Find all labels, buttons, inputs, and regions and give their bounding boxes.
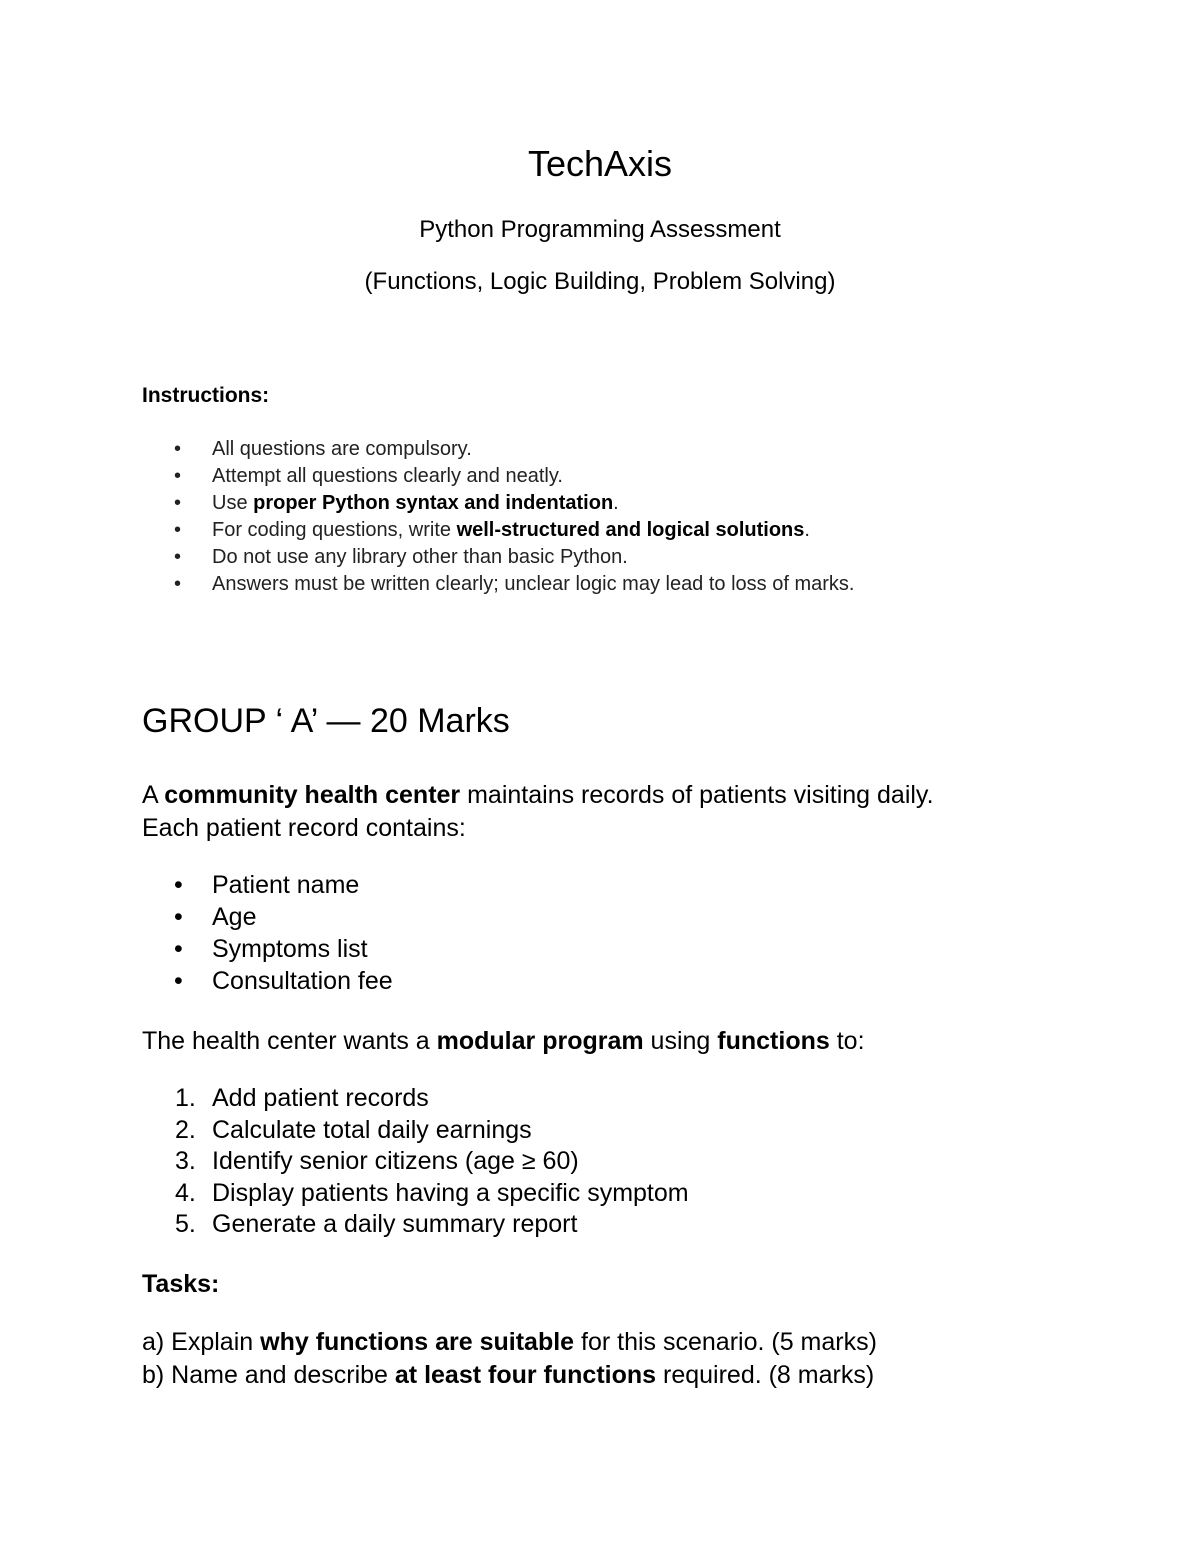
instructions-heading: Instructions: <box>142 384 270 407</box>
record-field-item: • Patient name <box>142 869 393 901</box>
task-item: b) Name and describe at least four functions required. (8 marks) <box>142 1361 875 1389</box>
instruction-item: • Use proper Python syntax and indentation. <box>142 490 854 517</box>
requirement-text: The health center wants a modular program using functions to: <box>142 1027 865 1055</box>
instruction-item: • For coding questions, write well-structured and logical solutions. <box>142 517 854 544</box>
instruction-item: • Attempt all questions clearly and neatly. <box>142 463 854 490</box>
record-field-item: • Symptoms list <box>142 933 393 965</box>
instruction-item: • Do not use any library other than basic Python. <box>142 544 854 571</box>
document-subtitle: Python Programming Assessment <box>419 216 781 243</box>
document-topics: (Functions, Logic Building, Problem Solving) <box>364 268 836 295</box>
program-step-item: 4. Display patients having a specific symptom <box>175 1178 689 1207</box>
program-steps-list <box>142 1083 689 1241</box>
program-step-item: 5. Generate a daily summary report <box>175 1210 578 1238</box>
program-step-item: 2. Calculate total daily earnings <box>175 1115 532 1144</box>
task-item: a) Explain why functions are suitable for this scenario. (5 marks) <box>142 1328 877 1356</box>
instruction-item: • Answers must be written clearly; unclear logic may lead to loss of marks. <box>142 571 854 598</box>
scenario-intro: A community health center maintains records of patients visiting daily. <box>142 781 934 809</box>
document-title: TechAxis <box>527 143 673 184</box>
group-a-heading: GROUP ‘ A’ — 20 Marks <box>142 702 510 740</box>
instructions-list <box>142 436 854 598</box>
tasks-heading: Tasks: <box>142 1270 220 1298</box>
program-step-item: 3. Identify senior citizens (age ≥ 60) <box>175 1147 579 1175</box>
record-fields-list <box>142 869 393 997</box>
program-step-item: 1. Add patient records <box>175 1084 429 1112</box>
scenario-intro-line2: Each patient record contains: <box>142 814 466 842</box>
record-field-item: • Consultation fee <box>142 965 393 997</box>
record-field-item: • Age <box>142 901 393 933</box>
instruction-item: • All questions are compulsory. <box>142 436 854 463</box>
